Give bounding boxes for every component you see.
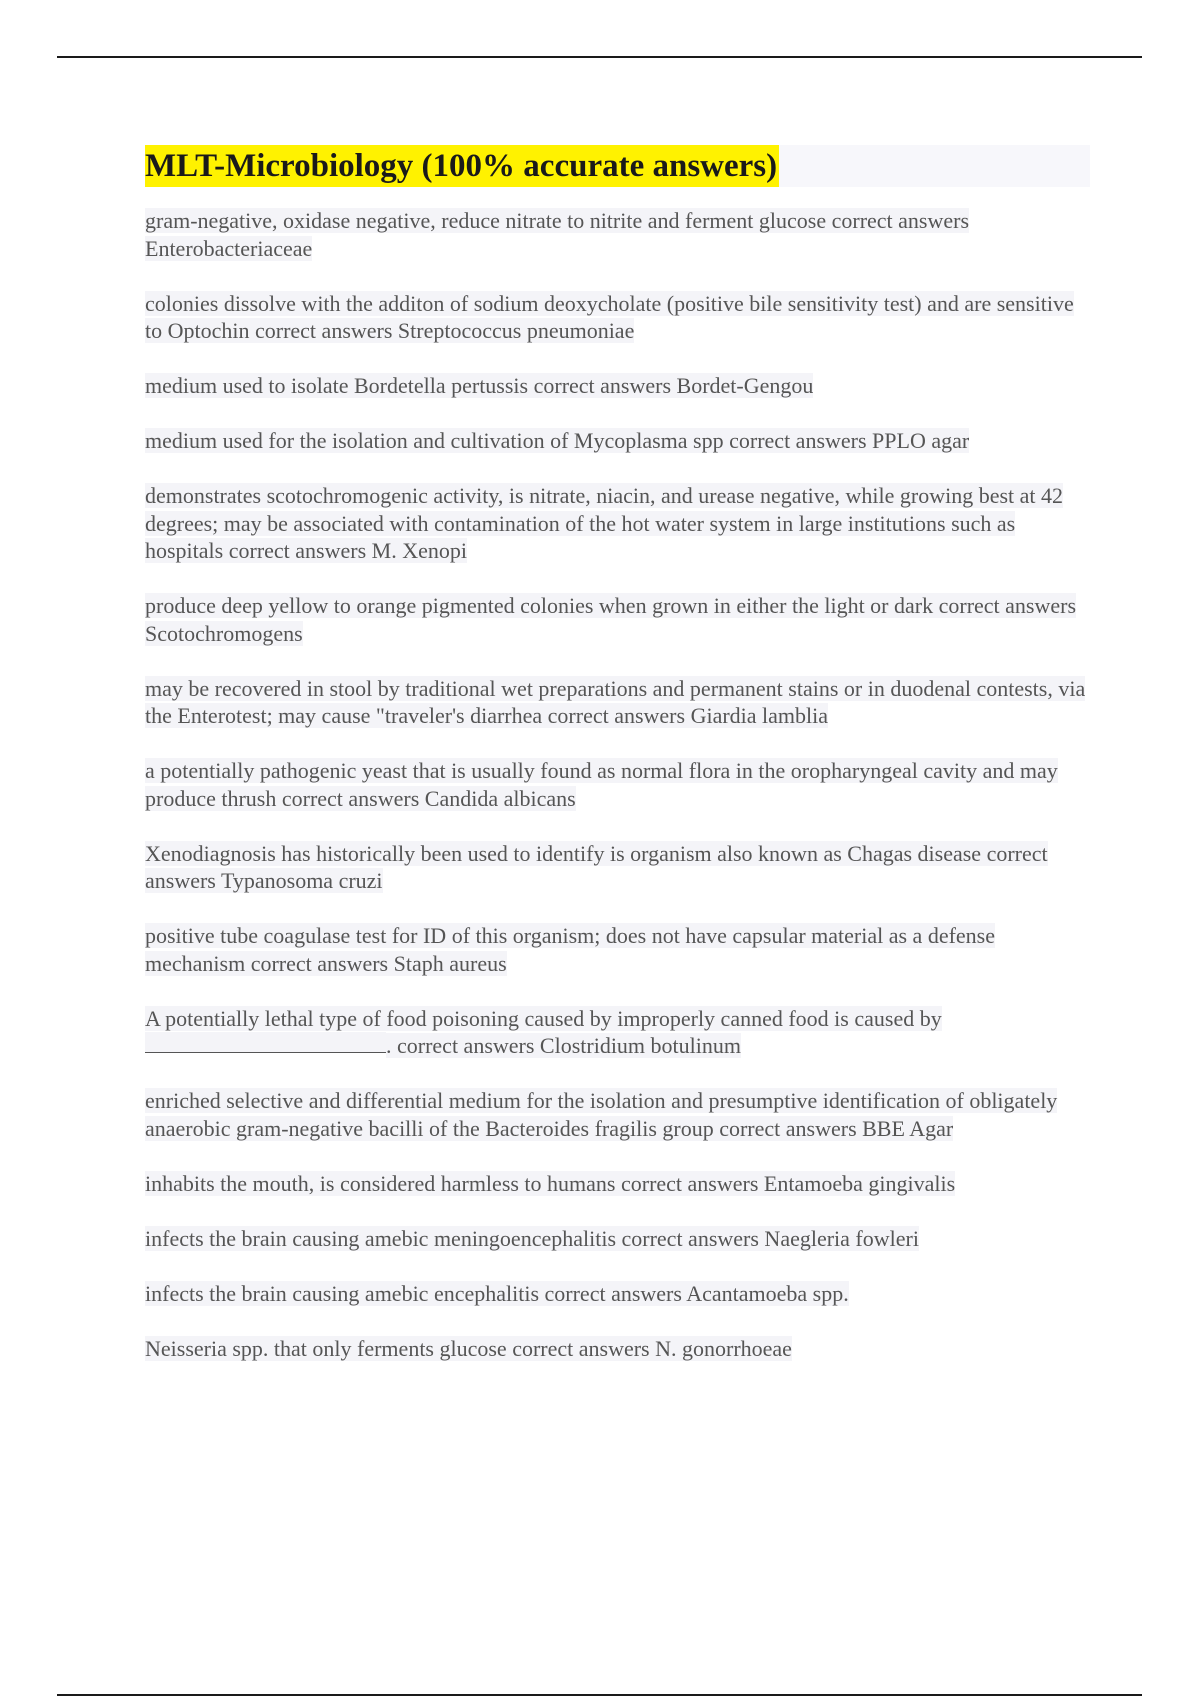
qa-item-12 bbox=[145, 1087, 1090, 1142]
qa-item-3 bbox=[145, 372, 1090, 400]
qa-text: medium used for the isolation and cultivation of Mycoplasma spp correct answers PPLO agar bbox=[145, 428, 970, 453]
qa-item-14 bbox=[145, 1225, 1090, 1253]
qa-text-before-blank: A potentially lethal type of food poisoning caused by improperly canned food is caused by bbox=[145, 1005, 942, 1031]
title-row bbox=[145, 145, 1090, 187]
qa-text: infects the brain causing amebic meningoencephalitis correct answers Naegleria fowleri bbox=[145, 1225, 919, 1251]
qa-text: gram-negative, oxidase negative, reduce nitrate to nitrite and ferment glucose correct answers Enterobacteriaceae bbox=[145, 208, 970, 261]
qa-item-9 bbox=[145, 840, 1090, 895]
qa-text-after-blank: . correct answers Clostridium botulinum bbox=[386, 1033, 741, 1058]
header-rule bbox=[57, 56, 1142, 58]
qa-text: inhabits the mouth, is considered harmless to humans correct answers Entamoeba gingivalis bbox=[145, 1170, 956, 1196]
qa-text: infects the brain causing amebic encephalitis correct answers Acantamoeba spp. bbox=[145, 1280, 849, 1306]
qa-item-7 bbox=[145, 675, 1090, 730]
qa-item-4 bbox=[145, 427, 1090, 455]
qa-item-8 bbox=[145, 757, 1090, 812]
qa-text: positive tube coagulase test for ID of this organism; does not have capsular material as a defense mechanism correct answers Staph aureus bbox=[145, 923, 995, 976]
answer-blank bbox=[145, 1032, 386, 1053]
footer-rule bbox=[57, 1694, 1142, 1696]
qa-item-6 bbox=[145, 592, 1090, 647]
qa-item-2 bbox=[145, 290, 1090, 345]
qa-text: medium used to isolate Bordetella pertussis correct answers Bordet-Gengou bbox=[145, 373, 814, 398]
qa-text: demonstrates scotochromogenic activity, is nitrate, niacin, and urease negative, while growing best at 42 degrees; may be associated with contamination of the hot water system in large institutions such as hospitals correct answers M. Xenopi bbox=[145, 483, 1064, 563]
qa-item-1 bbox=[145, 207, 1090, 262]
document-body bbox=[145, 145, 1090, 1390]
qa-item-10 bbox=[145, 922, 1090, 977]
qa-item-5 bbox=[145, 482, 1090, 565]
qa-text: Xenodiagnosis has historically been used to identify is organism also known as Chagas disease correct answers Typanosoma cruzi bbox=[145, 840, 1048, 893]
qa-text: a potentially pathogenic yeast that is usually found as normal flora in the oropharyngeal cavity and may produce thrush correct answers Candida albicans bbox=[145, 758, 1058, 811]
document-title: MLT-Microbiology (100% accurate answers) bbox=[145, 145, 779, 187]
qa-item-11 bbox=[145, 1005, 1090, 1060]
qa-text: enriched selective and differential medium for the isolation and presumptive identification of obligately anaerobic gram-negative bacilli of the Bacteroides fragilis group correct answers BBE Agar bbox=[145, 1088, 1058, 1141]
qa-item-15 bbox=[145, 1280, 1090, 1308]
qa-item-13 bbox=[145, 1170, 1090, 1198]
qa-text: produce deep yellow to orange pigmented colonies when grown in either the light or dark correct answers Scotochromogens bbox=[145, 593, 1077, 646]
qa-text: colonies dissolve with the additon of sodium deoxycholate (positive bile sensitivity test) and are sensitive to Optochin correct answers Streptococcus pneumoniae bbox=[145, 290, 1074, 343]
qa-text: Neisseria spp. that only ferments glucose correct answers N. gonorrhoeae bbox=[145, 1335, 792, 1361]
qa-item-16 bbox=[145, 1335, 1090, 1363]
qa-text: may be recovered in stool by traditional wet preparations and permanent stains or in duodenal contests, via the Enterotest; may cause "traveler's diarrhea correct answers Giardia lamblia bbox=[145, 675, 1086, 728]
